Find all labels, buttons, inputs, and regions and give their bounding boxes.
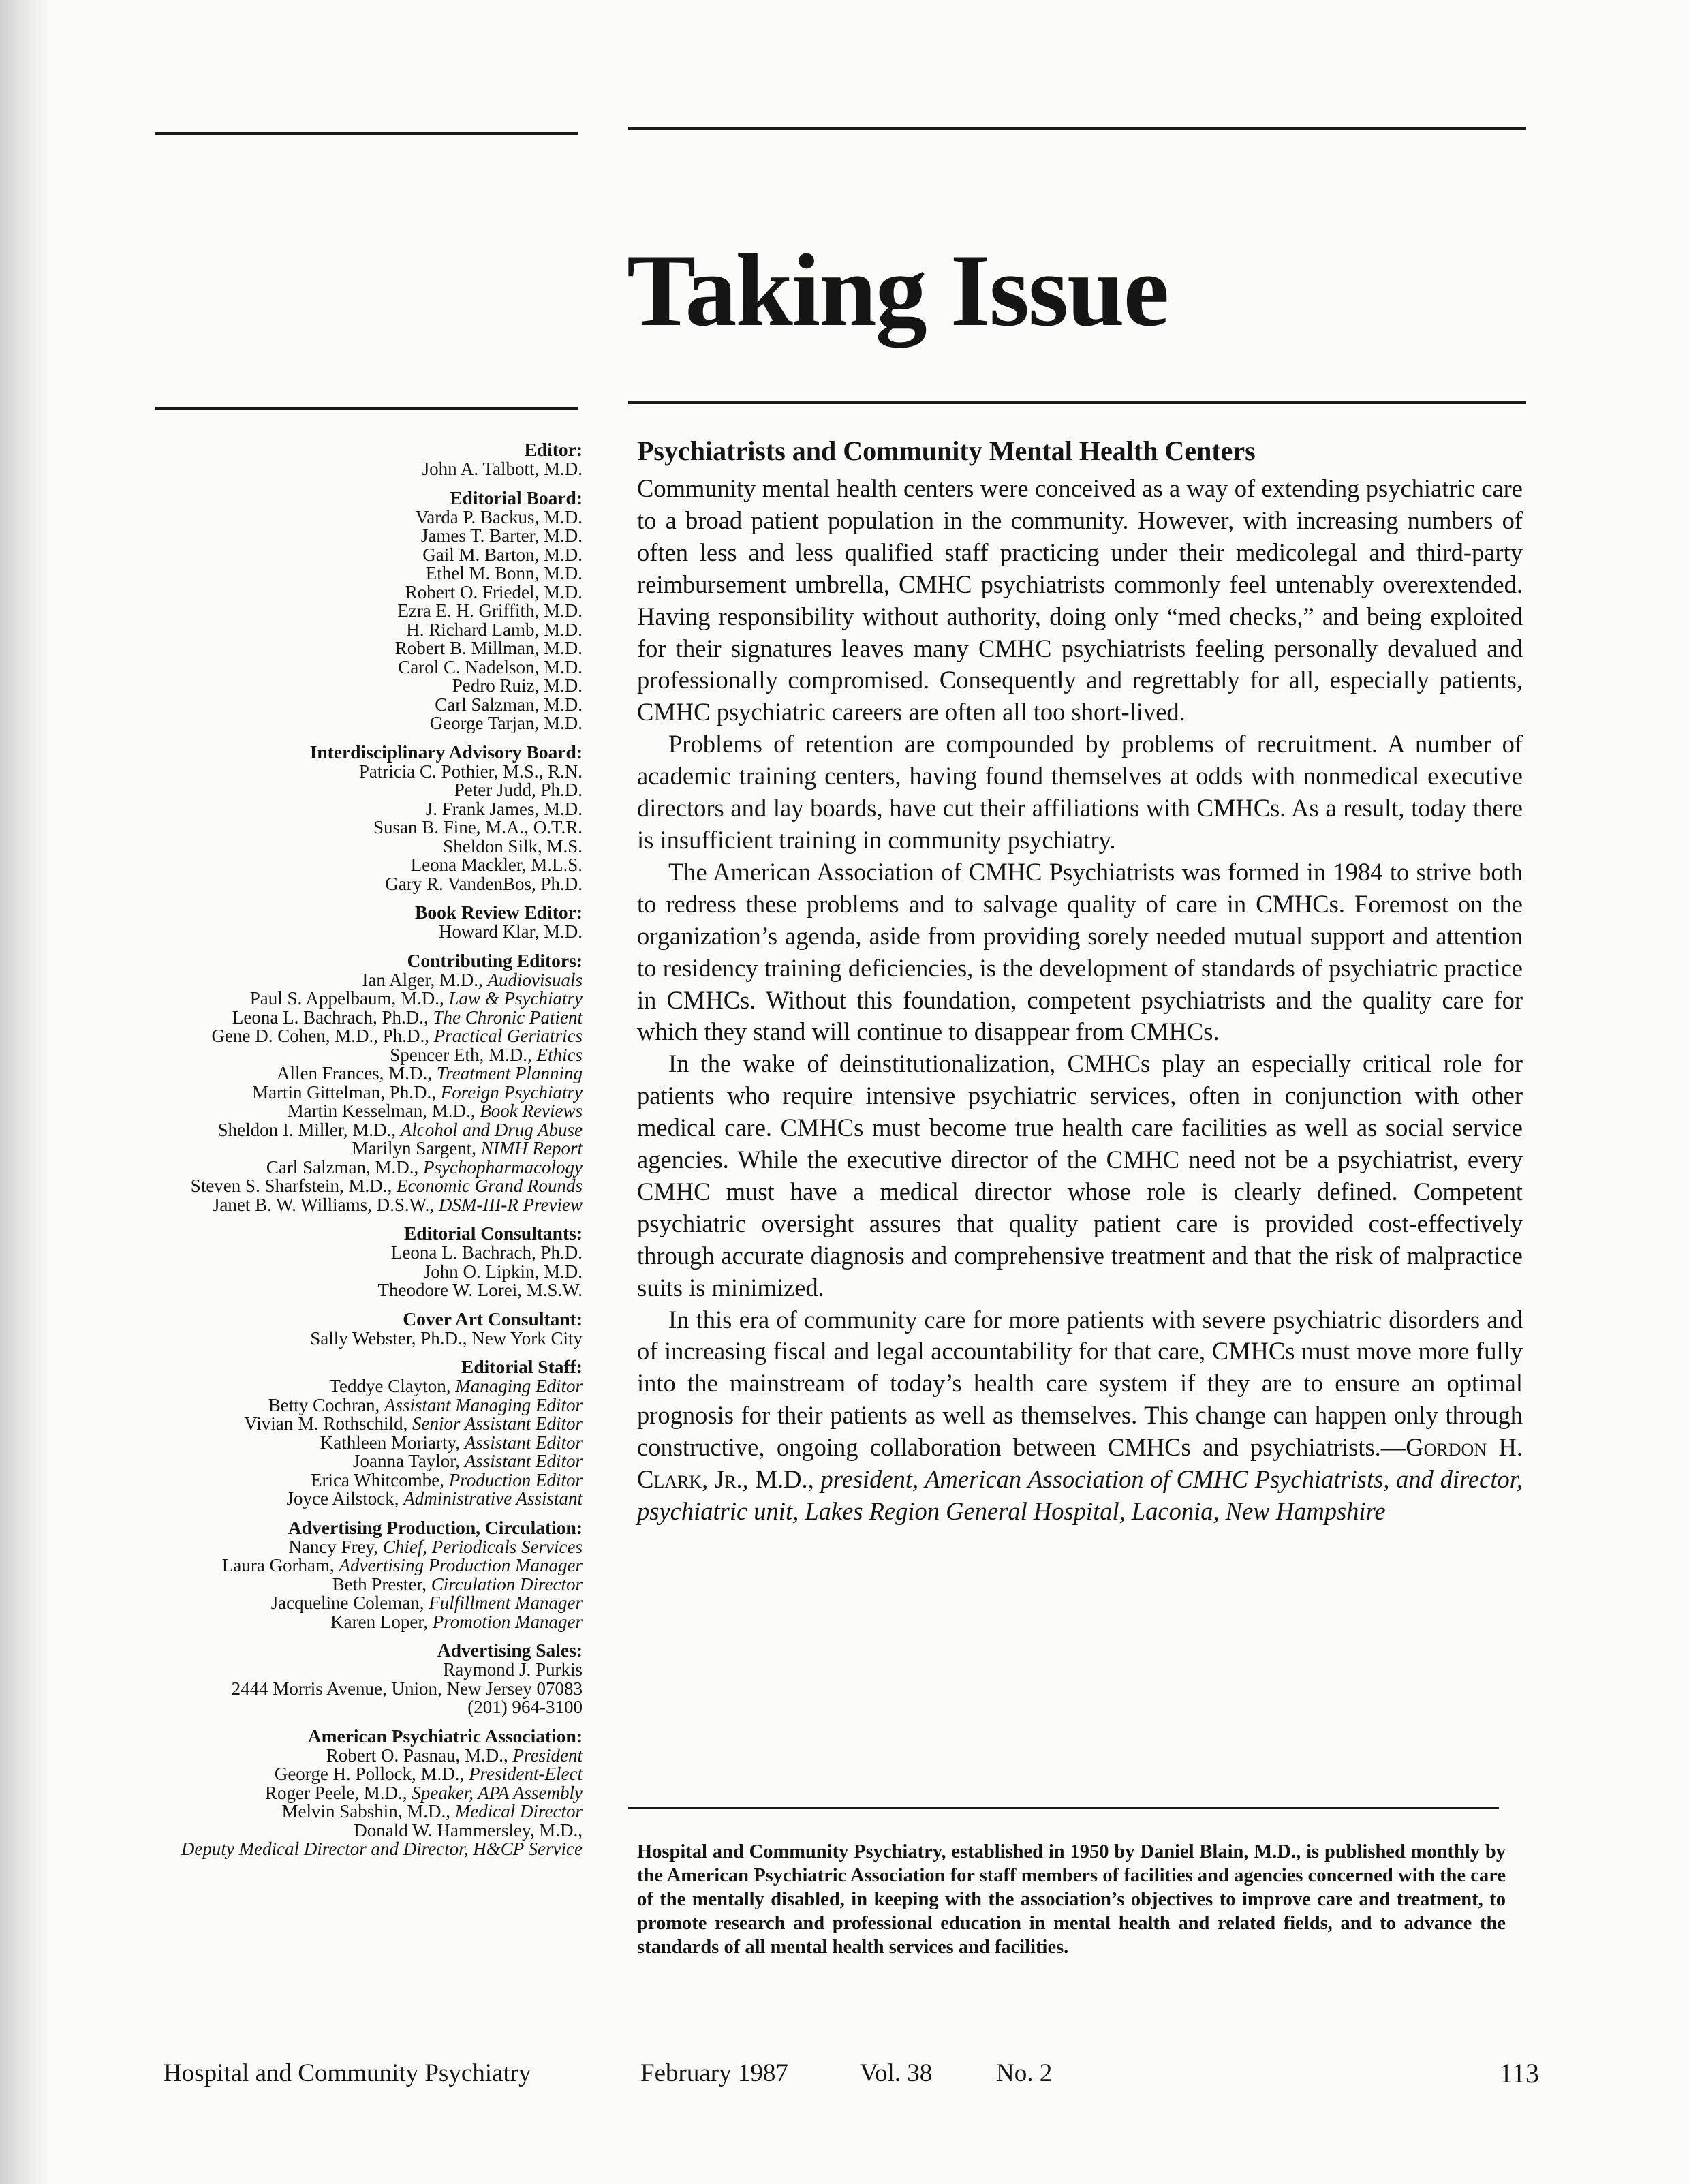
masthead-heading: Editorial Staff: bbox=[461, 1356, 583, 1377]
masthead-entry-name: Theodore W. Lorei, M.S.W. bbox=[377, 1280, 583, 1300]
masthead-heading: Book Review Editor: bbox=[415, 902, 583, 923]
masthead-entry-name: Gail M. Barton, M.D. bbox=[422, 544, 583, 565]
masthead-entry bbox=[102, 1765, 583, 1784]
masthead-entry-name: Peter Judd, Ph.D. bbox=[454, 780, 583, 800]
masthead-entry-name: Raymond J. Purkis bbox=[443, 1659, 583, 1680]
masthead-entry-name: Nancy Frey, bbox=[288, 1536, 383, 1557]
masthead-entry-name: H. Richard Lamb, M.D. bbox=[406, 619, 583, 640]
masthead-section bbox=[102, 1309, 583, 1349]
masthead-entry bbox=[102, 1744, 583, 1766]
scan-edge-shadow bbox=[0, 0, 51, 2184]
masthead-entry bbox=[102, 1802, 583, 1821]
masthead-entry-name: Leona Mackler, M.L.S. bbox=[410, 855, 583, 875]
masthead-entry-role: Practical Geriatrics bbox=[433, 1026, 583, 1046]
masthead-entry bbox=[102, 583, 583, 602]
masthead-entry bbox=[102, 527, 583, 546]
masthead-entry bbox=[102, 714, 583, 733]
masthead-entry bbox=[102, 1452, 583, 1471]
article-paragraph: In the wake of deinstitutionalization, CMHCs play an especially critical role for patients who require intensive psychiatric services, often in conjunction with other medical care. CMHCs must become true health care facilities as well as social service agencies. While the executive director of the CMHC need not be a psychiatrist, every CMHC must have a medical director whose role is clearly defined. Competent psychiatric oversight assures that quality patient care is provided cost-effectively through accurate diagnosis and comprehensive treatment and that the risk of malpractice suits is minimized. bbox=[637, 1049, 1523, 1302]
masthead-entry-role: Managing Editor bbox=[455, 1376, 583, 1396]
masthead-entry bbox=[102, 1006, 583, 1028]
masthead-entry bbox=[102, 818, 583, 837]
masthead-entry bbox=[102, 1680, 583, 1699]
masthead-entry bbox=[102, 1377, 583, 1396]
masthead-entry-name: Gene D. Cohen, M.D., Ph.D., bbox=[211, 1026, 434, 1046]
masthead-entry-name: Vivian M. Rothschild, bbox=[244, 1413, 412, 1434]
masthead-entry bbox=[102, 1396, 583, 1415]
masthead-heading: Editorial Consultants: bbox=[403, 1222, 583, 1244]
masthead-section bbox=[102, 1223, 583, 1300]
masthead-entry-role: Audiovisuals bbox=[487, 969, 583, 990]
masthead-entry-name: Carl Salzman, M.D., bbox=[266, 1156, 424, 1178]
masthead-entry-name: Robert O. Pasnau, M.D., bbox=[326, 1744, 513, 1766]
masthead-entry bbox=[102, 1083, 583, 1103]
masthead-entry-name: Joyce Ailstock, bbox=[286, 1488, 404, 1509]
masthead-entry-name: George Tarjan, M.D. bbox=[429, 713, 583, 733]
masthead-entry-name: Martin Kesselman, M.D., bbox=[287, 1101, 480, 1121]
masthead-entry bbox=[102, 1281, 583, 1300]
masthead-entry-role: NIMH Report bbox=[480, 1138, 583, 1158]
masthead-entry-name: Howard Klar, M.D. bbox=[438, 921, 583, 942]
masthead-entry bbox=[102, 546, 583, 565]
masthead-entry bbox=[102, 1415, 583, 1434]
masthead-entry bbox=[102, 1840, 583, 1859]
masthead-section bbox=[102, 1357, 583, 1509]
masthead-entry bbox=[102, 1784, 583, 1803]
masthead-entry-name: Martin Gittelman, Ph.D., bbox=[252, 1081, 441, 1103]
masthead-column bbox=[102, 440, 583, 1868]
masthead-entry-name: Steven S. Sharfstein, M.D., bbox=[190, 1175, 397, 1196]
masthead-entry-name: Carol C. Nadelson, M.D. bbox=[398, 656, 583, 677]
masthead-entry bbox=[102, 602, 583, 621]
masthead-heading: Interdisciplinary Advisory Board: bbox=[309, 741, 583, 763]
masthead-entry bbox=[102, 658, 583, 677]
masthead-entry bbox=[102, 639, 583, 658]
masthead-section bbox=[102, 1640, 583, 1717]
masthead-entry-name: Spencer Eth, M.D., bbox=[390, 1044, 537, 1065]
masthead-entry-name: Laura Gorham, bbox=[221, 1555, 339, 1575]
masthead-entry-role: Law & Psychiatry bbox=[448, 988, 583, 1009]
masthead-section bbox=[102, 902, 583, 942]
masthead-entry-name: Donald W. Hammersley, M.D., bbox=[354, 1819, 583, 1841]
masthead-entry-name: (201) 964-3100 bbox=[467, 1697, 583, 1717]
masthead-entry bbox=[102, 800, 583, 819]
footer-journal-name: Hospital and Community Psychiatry bbox=[164, 2059, 531, 2087]
masthead-entry bbox=[102, 564, 583, 583]
masthead-entry-role: President-Elect bbox=[469, 1764, 583, 1784]
masthead-entry-name: Ethel M. Bonn, M.D. bbox=[425, 563, 583, 583]
page-number: 113 bbox=[1499, 2058, 1539, 2089]
masthead-entry-role: Fulfillment Manager bbox=[429, 1593, 583, 1613]
masthead-entry-name: Sheldon I. Miller, M.D., bbox=[217, 1119, 401, 1140]
masthead-entry bbox=[102, 1698, 583, 1717]
masthead-entry-name: Ezra E. H. Griffith, M.D. bbox=[397, 600, 583, 621]
masthead-entry-role: Production Editor bbox=[448, 1469, 583, 1490]
masthead-entry-name: Carl Salzman, M.D. bbox=[435, 694, 583, 715]
masthead-entry bbox=[102, 1490, 583, 1509]
masthead-entry bbox=[102, 460, 583, 479]
author-affiliation: president, American Association of CMHC Psychiatrists, and director, psychiatric unit, Lakes Region General Hospital, Laconia, New Hampshire bbox=[637, 1465, 1523, 1525]
masthead-heading: Editor: bbox=[524, 439, 583, 460]
masthead-entry-name: James T. Barter, M.D. bbox=[420, 525, 583, 546]
top-rule-left bbox=[155, 132, 578, 135]
masthead-entry-name: Varda P. Backus, M.D. bbox=[415, 506, 583, 527]
masthead-entry-name: John A. Talbott, M.D. bbox=[422, 459, 583, 479]
masthead-entry bbox=[102, 1594, 583, 1613]
masthead-entry-name: Jacqueline Coleman, bbox=[270, 1593, 429, 1613]
masthead-entry-name: Robert O. Friedel, M.D. bbox=[405, 581, 583, 602]
masthead-entry-role: Assistant Editor bbox=[464, 1451, 583, 1471]
masthead-entry-name: Roger Peele, M.D., bbox=[265, 1782, 412, 1803]
masthead-entry bbox=[102, 1139, 583, 1158]
article-paragraph-final bbox=[637, 1304, 1523, 1528]
footer-date: February 1987 bbox=[640, 2059, 788, 2087]
masthead-entry-role: Assistant Managing Editor bbox=[384, 1394, 583, 1415]
top-rule-right bbox=[628, 127, 1526, 130]
masthead-entry bbox=[102, 1556, 583, 1575]
masthead-entry bbox=[102, 677, 583, 696]
masthead-entry-name: Allen Frances, M.D., bbox=[277, 1063, 437, 1083]
masthead-entry-role: President bbox=[512, 1744, 583, 1766]
masthead-entry-name: Marilyn Sargent, bbox=[352, 1138, 481, 1158]
masthead-entry-role: Circulation Director bbox=[431, 1573, 583, 1595]
masthead-entry-role: Administrative Assistant bbox=[403, 1488, 583, 1509]
blurb-rule bbox=[628, 1807, 1499, 1809]
masthead-entry-role: Assistant Editor bbox=[464, 1432, 583, 1453]
masthead-entry bbox=[102, 837, 583, 857]
masthead-entry-name: Karen Loper, bbox=[330, 1611, 433, 1632]
masthead-entry-name: Robert B. Millman, M.D. bbox=[394, 638, 583, 658]
masthead-entry-name: Beth Prester, bbox=[332, 1573, 431, 1595]
masthead-entry-name: 2444 Morris Avenue, Union, New Jersey 07083 bbox=[231, 1678, 583, 1699]
masthead-heading: American Psychiatric Association: bbox=[307, 1725, 583, 1747]
masthead-section bbox=[102, 440, 583, 479]
article-paragraph: Problems of retention are compounded by problems of recruitment. A number of academic training centers, having found themselves at odds with nonmedical executive directors and lay boards, have cut their affiliations with CMHCs. As a result, today there is insufficient training in community psychiatry. bbox=[637, 730, 1523, 854]
masthead-entry-name: Pedro Ruiz, M.D. bbox=[452, 675, 583, 696]
masthead-entry bbox=[102, 875, 583, 894]
masthead-entry bbox=[102, 989, 583, 1009]
masthead-entry bbox=[102, 508, 583, 527]
masthead-section bbox=[102, 1518, 583, 1632]
masthead-entry-name: Patricia C. Pothier, M.S., R.N. bbox=[358, 760, 583, 782]
masthead-entry bbox=[102, 1121, 583, 1140]
masthead-entry-name: Sally Webster, Ph.D., New York City bbox=[310, 1327, 583, 1349]
masthead-entry bbox=[102, 1575, 583, 1595]
masthead-entry-name: John O. Lipkin, M.D. bbox=[423, 1261, 583, 1282]
masthead-entry bbox=[102, 1158, 583, 1178]
masthead-entry bbox=[102, 1263, 583, 1282]
masthead-entry bbox=[102, 923, 583, 942]
masthead-entry-role: Senior Assistant Editor bbox=[412, 1413, 583, 1434]
masthead-entry-role: Ethics bbox=[536, 1044, 583, 1065]
masthead-entry bbox=[102, 1613, 583, 1632]
masthead-heading: Contributing Editors: bbox=[407, 949, 583, 971]
masthead-section bbox=[102, 951, 583, 1215]
article-title: Psychiatrists and Community Mental Health Centers bbox=[637, 435, 1256, 466]
masthead-entry bbox=[102, 1471, 583, 1490]
masthead-entry-name: J. Frank James, M.D. bbox=[425, 798, 583, 819]
masthead-entry bbox=[102, 1821, 583, 1841]
article-paragraph: Community mental health centers were conceived as a way of extending psychiatric care to a broad patient population in the community. However, with increasing numbers of often less and less qualified staff practicing under their medicolegal and third-party reimbursement umbrella, CMHC psychiatrists commonly feel untenably overextended. Having responsibility without authority, doing only “med checks,” and being exploited for their signatures leaves many CMHC psychiatrists feeling personally devalued and professionally compromised. Consequently and regrettably for all, especially patients, CMHC psychiatric careers are often all too short-lived. bbox=[637, 474, 1523, 726]
masthead-entry-name: Sheldon Silk, M.S. bbox=[443, 835, 583, 857]
masthead-entry-name: Leona L. Bachrach, Ph.D., bbox=[232, 1006, 433, 1028]
masthead-entry-role: Treatment Planning bbox=[436, 1063, 583, 1083]
journal-blurb: Hospital and Community Psychiatry, established in 1950 by Daniel Blain, M.D., is published monthly by the American Psychiatric Association for staff members of facilities and agencies concerned with the care of the mentally disabled, in keeping with the association’s objectives to improve care and treatment, to promote research and professional education in mental health and related fields, and to advance the standards of all mental health services and facilities. bbox=[637, 1841, 1506, 1958]
masthead-entry bbox=[102, 1046, 583, 1065]
masthead-entry-role: Advertising Production Manager bbox=[339, 1555, 583, 1575]
masthead-entry bbox=[102, 1102, 583, 1121]
article-paragraph-text: In this era of community care for more patients with severe psychiatric disorders and of increasing fiscal and legal accountability for that care, CMHCs must move more fully into the mainstream of today’s health care system if they are to ensure an optimal prognosis for their patients as well as themselves. This change can happen only through constructive, ongoing collaboration between CMHCs and psychiatrists.— bbox=[637, 1305, 1523, 1462]
masthead-entry-name: Gary R. VandenBos, Ph.D. bbox=[385, 873, 583, 894]
masthead-entry bbox=[102, 1538, 583, 1557]
masthead-heading: Advertising Sales: bbox=[437, 1640, 583, 1661]
masthead-entry-role: Psychopharmacology bbox=[423, 1156, 583, 1178]
page-title: Taking Issue bbox=[627, 233, 1168, 348]
masthead-entry-name: Teddye Clayton, bbox=[329, 1376, 456, 1396]
masthead-entry-role: Book Reviews bbox=[480, 1101, 583, 1121]
masthead-entry-role: Chief, Periodicals Services bbox=[382, 1536, 583, 1557]
article-body bbox=[637, 473, 1523, 1528]
header-rule-right bbox=[628, 401, 1526, 404]
masthead-entry-name: Janet B. W. Williams, D.S.W., bbox=[212, 1194, 439, 1215]
masthead-entry bbox=[102, 1027, 583, 1046]
masthead-entry-name: George H. Pollock, M.D., bbox=[274, 1764, 469, 1784]
footer-issue: No. 2 bbox=[996, 2059, 1053, 2087]
masthead-heading: Cover Art Consultant: bbox=[403, 1308, 583, 1329]
masthead-entry-name: Melvin Sabshin, M.D., bbox=[281, 1801, 455, 1821]
masthead-entry bbox=[102, 696, 583, 715]
masthead-entry-role: The Chronic Patient bbox=[433, 1006, 583, 1028]
author-name: Gordon H. Clark, Jr., M.D., bbox=[637, 1433, 1523, 1494]
masthead-entry-role: Economic Grand Rounds bbox=[397, 1175, 583, 1196]
masthead-entry-role: Promotion Manager bbox=[432, 1611, 583, 1632]
header-rule-left bbox=[155, 407, 578, 410]
masthead-heading: Advertising Production, Circulation: bbox=[288, 1516, 583, 1538]
masthead-entry-name: Leona L. Bachrach, Ph.D. bbox=[390, 1242, 583, 1263]
masthead-entry-role: DSM-III-R Preview bbox=[438, 1194, 583, 1215]
masthead-entry bbox=[102, 1196, 583, 1215]
masthead-entry bbox=[102, 1661, 583, 1680]
masthead-entry-role: Foreign Psychiatry bbox=[440, 1081, 583, 1103]
masthead-section bbox=[102, 1726, 583, 1859]
masthead-entry-role: Speaker, APA Assembly bbox=[412, 1782, 583, 1803]
masthead-entry bbox=[102, 971, 583, 990]
masthead-entry bbox=[102, 621, 583, 640]
masthead-entry-name: Ian Alger, M.D., bbox=[362, 969, 488, 990]
masthead-entry-role: Medical Director bbox=[454, 1801, 583, 1821]
masthead-heading: Editorial Board: bbox=[450, 487, 583, 508]
article-paragraph: The American Association of CMHC Psychiatrists was formed in 1984 to strive both to redress these problems and to salvage quality of care in CMHCs. Foremost on the organization’s agenda, aside from providing sorely needed mutual support and attention to residency training deficiencies, is the development of standards of psychiatric practice in CMHCs. Without this foundation, competent psychiatrists and the quality care for which they stand will continue to disappear from CMHCs. bbox=[637, 857, 1523, 1046]
masthead-entry-name: Susan B. Fine, M.A., O.T.R. bbox=[373, 817, 583, 837]
masthead-entry bbox=[102, 1434, 583, 1453]
masthead-section bbox=[102, 742, 583, 894]
masthead-section bbox=[102, 488, 583, 733]
masthead-entry-role: Deputy Medical Director and Director, H&CP Service bbox=[181, 1839, 583, 1859]
masthead-entry bbox=[102, 760, 583, 782]
masthead-entry bbox=[102, 781, 583, 800]
masthead-entry bbox=[102, 1177, 583, 1196]
masthead-entry-role: Alcohol and Drug Abuse bbox=[400, 1119, 583, 1140]
masthead-entry bbox=[102, 1244, 583, 1263]
masthead-entry bbox=[102, 856, 583, 875]
masthead-entry-name: Betty Cochran, bbox=[268, 1394, 384, 1415]
masthead-entry bbox=[102, 1064, 583, 1083]
masthead-entry-name: Paul S. Appelbaum, M.D., bbox=[249, 988, 449, 1009]
masthead-entry-name: Kathleen Moriarty, bbox=[320, 1432, 465, 1453]
masthead-entry-name: Joanna Taylor, bbox=[352, 1451, 465, 1471]
masthead-entry-name: Erica Whitcombe, bbox=[311, 1469, 449, 1490]
footer-volume: Vol. 38 bbox=[860, 2059, 933, 2087]
masthead-entry bbox=[102, 1329, 583, 1349]
